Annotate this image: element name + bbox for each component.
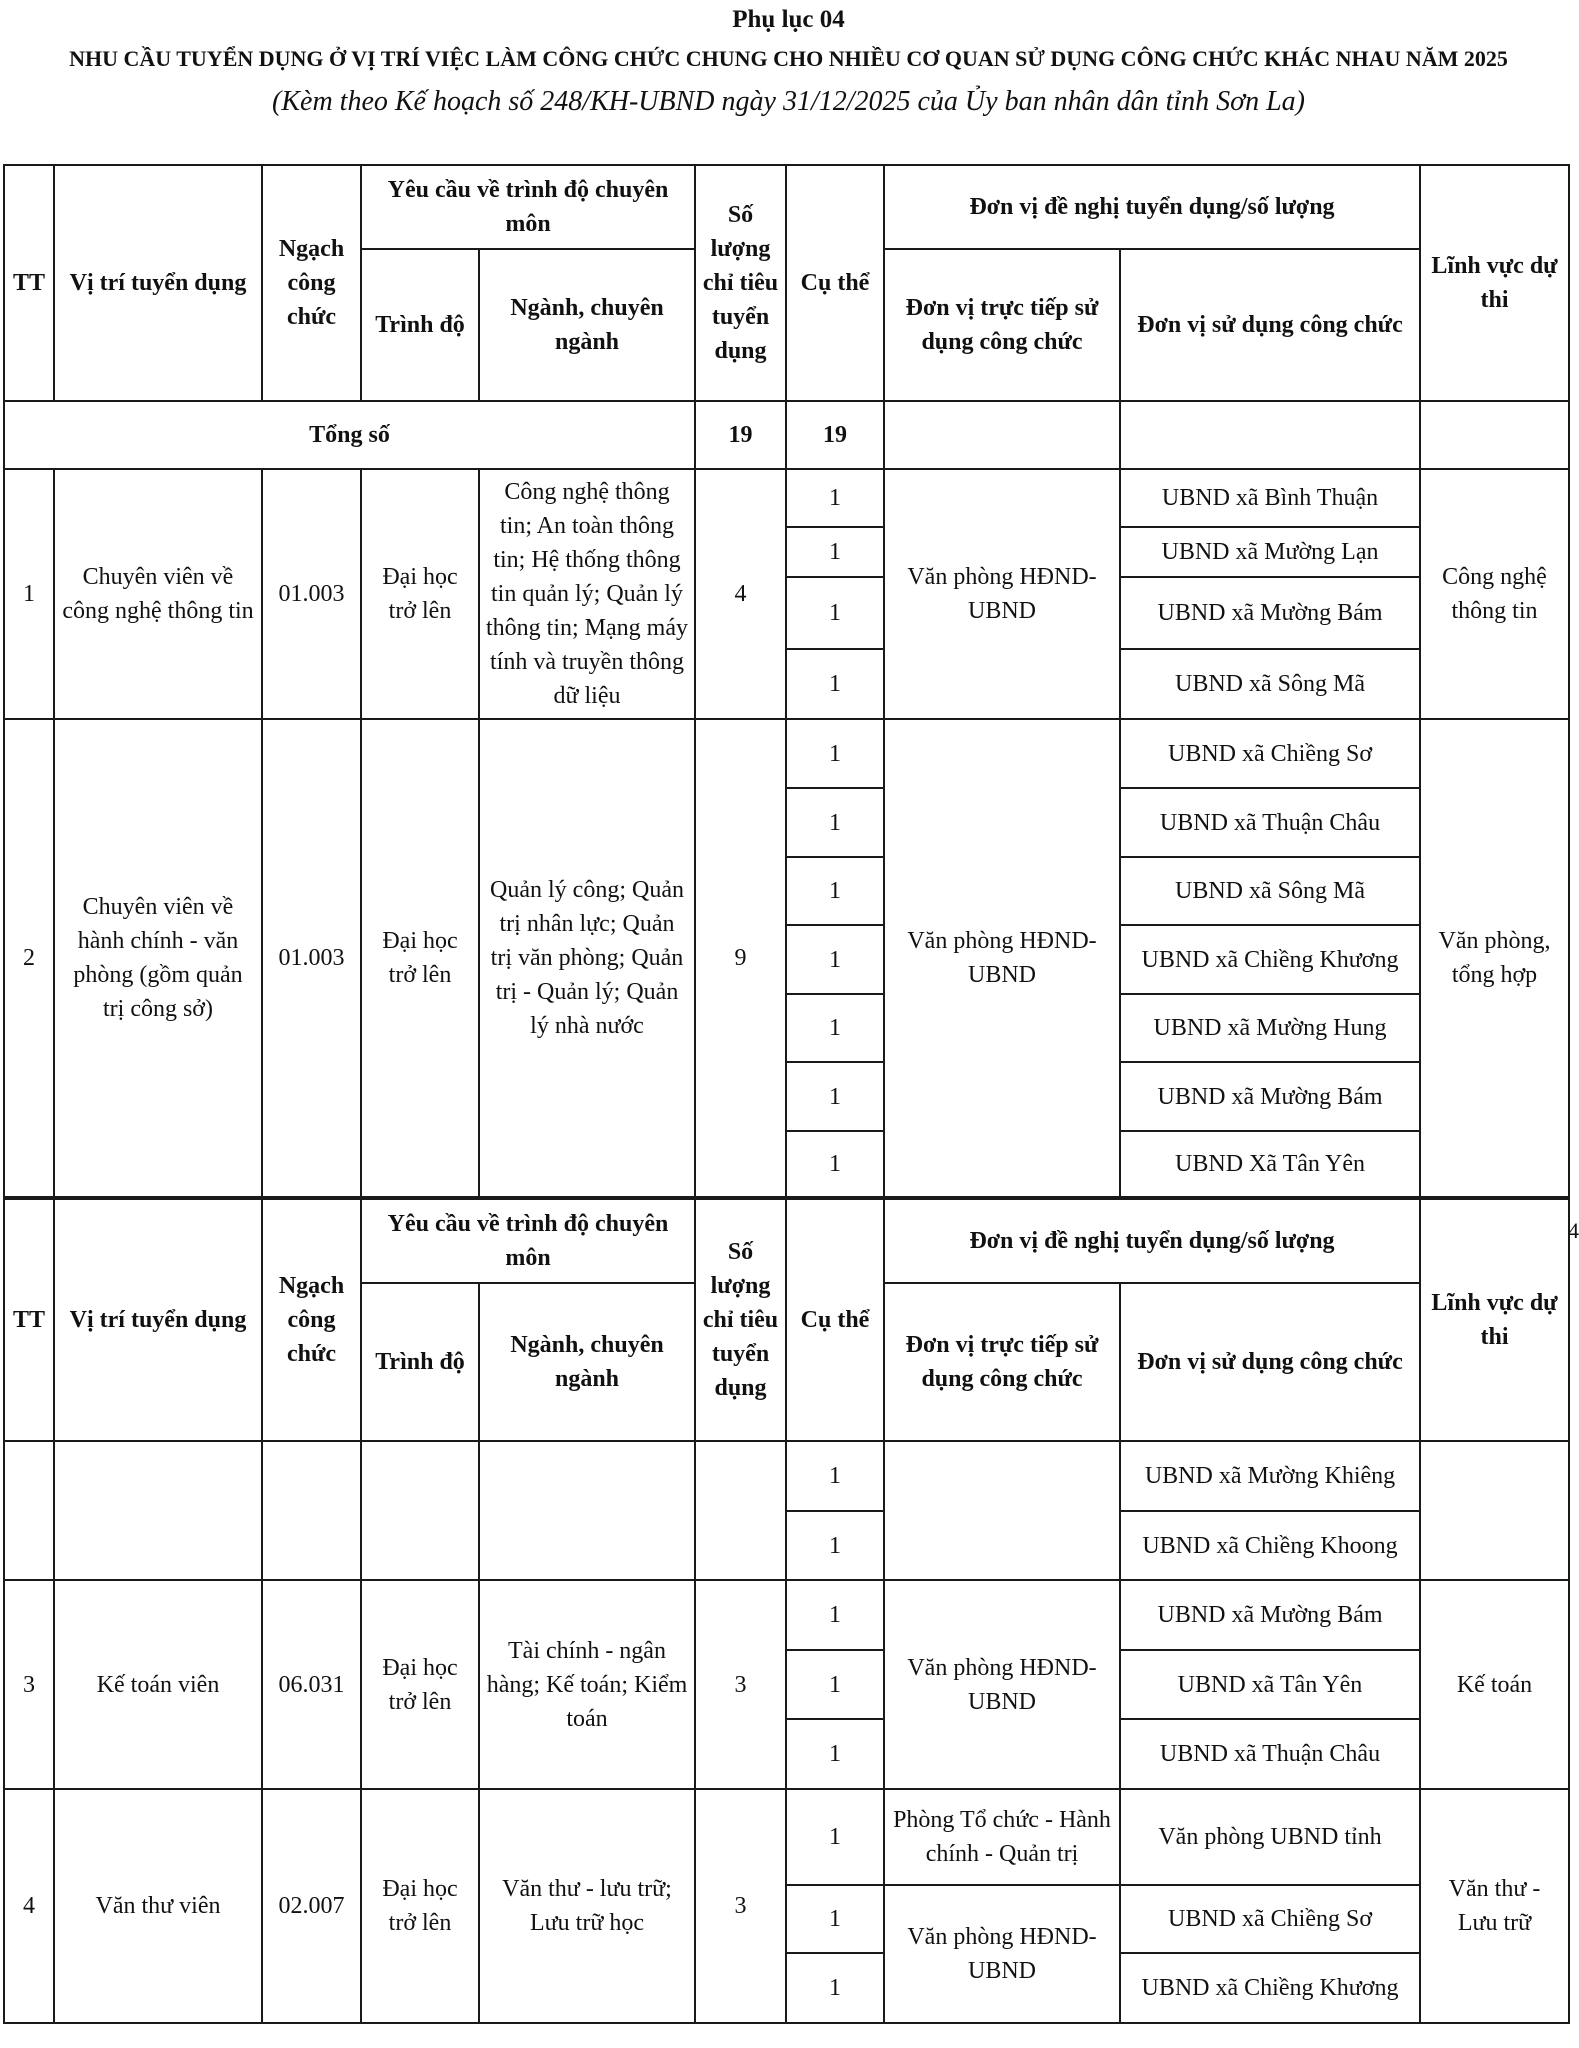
total-row (4, 401, 1569, 469)
header-direct-unit: Đơn vị trực tiếp sử dụng công chức (884, 1283, 1120, 1441)
row-using-unit: UBND xã Tân Yên (1120, 1650, 1420, 1719)
header-tt: TT (4, 165, 54, 401)
row-using-unit: UBND xã Thuận Châu (1120, 788, 1420, 857)
recruitment-table-part-1 (3, 164, 1570, 1198)
row-detail-count: 1 (786, 577, 884, 649)
row-grade (262, 1441, 361, 1580)
document-title: NHU CẦU TUYỂN DỤNG Ở VỊ TRÍ VIỆC LÀM CÔNG CHỨC CHUNG CHO NHIỀU CƠ QUAN SỬ DỤNG CÔNG CHỨC KHÁC NHAU NĂM 2025 (69, 46, 1508, 71)
row-using-unit: UBND xã Sông Mã (1120, 649, 1420, 719)
total-quota: 19 (695, 401, 786, 469)
row-detail-count: 1 (786, 1131, 884, 1197)
row-quota: 9 (695, 719, 786, 1197)
row-major: Quản lý công; Quản trị nhân lực; Quản trị văn phòng; Quản trị - Quản lý; Quản lý nhà nước (479, 719, 695, 1197)
row-grade: 02.007 (262, 1789, 361, 2023)
row-grade: 01.003 (262, 719, 361, 1197)
row-major: Tài chính - ngân hàng; Kế toán; Kiểm toán (479, 1580, 695, 1789)
header-exam-field: Lĩnh vực dự thi (1420, 1199, 1569, 1441)
table-row (4, 719, 1569, 788)
header-qualification-group: Yêu cầu về trình độ chuyên môn (361, 165, 695, 249)
row-exam-field: Công nghệ thông tin (1420, 469, 1569, 719)
total-detail: 19 (786, 401, 884, 469)
row-using-unit: Văn phòng UBND tỉnh (1120, 1789, 1420, 1885)
row-using-unit: UBND xã Mường Bám (1120, 1062, 1420, 1131)
row-detail-count: 1 (786, 1441, 884, 1511)
row-direct-unit: Văn phòng HĐND-UBND (884, 469, 1120, 719)
row-tt (4, 1441, 54, 1580)
row-detail-count: 1 (786, 1580, 884, 1650)
row-detail-count: 1 (786, 1062, 884, 1131)
header-position: Vị trí tuyển dụng (54, 165, 262, 401)
header-exam-field: Lĩnh vực dự thi (1420, 165, 1569, 401)
row-detail-count: 1 (786, 1885, 884, 1953)
row-using-unit: UBND xã Chiềng Sơ (1120, 1885, 1420, 1953)
row-using-unit: UBND xã Mường Lạn (1120, 527, 1420, 577)
row-direct-unit: Phòng Tổ chức - Hành chính - Quản trị (884, 1789, 1120, 1885)
header-detail: Cụ thể (786, 165, 884, 401)
document-subtitle: (Kèm theo Kế hoạch số 248/KH-UBND ngày 31/12/2025 của Ủy ban nhân dân tỉnh Sơn La) (272, 86, 1305, 117)
header-tt: TT (4, 1199, 54, 1441)
table-row (4, 1580, 1569, 1650)
row-quota (695, 1441, 786, 1580)
page-number-mark: 4 (1568, 1218, 1579, 1243)
total-empty-cell (884, 401, 1120, 469)
row-detail-count: 1 (786, 994, 884, 1062)
row-position: Chuyên viên về công nghệ thông tin (54, 469, 262, 719)
table-row-continued (4, 1441, 1569, 1511)
table-row (4, 1789, 1569, 1885)
row-using-unit: UBND xã Chiềng Khoong (1120, 1511, 1420, 1580)
header-major: Ngành, chuyên ngành (479, 1283, 695, 1441)
row-major (479, 1441, 695, 1580)
row-position: Văn thư viên (54, 1789, 262, 2023)
row-level (361, 1441, 479, 1580)
row-level: Đại học trở lên (361, 469, 479, 719)
row-detail-count: 1 (786, 1953, 884, 2023)
row-grade: 06.031 (262, 1580, 361, 1789)
row-tt: 1 (4, 469, 54, 719)
row-direct-unit: Văn phòng HĐND-UBND (884, 719, 1120, 1197)
row-level: Đại học trở lên (361, 1789, 479, 2023)
header-using-unit: Đơn vị sử dụng công chức (1120, 1283, 1420, 1441)
header-using-unit: Đơn vị sử dụng công chức (1120, 249, 1420, 401)
row-quota: 4 (695, 469, 786, 719)
row-using-unit: UBND xã Chiềng Khương (1120, 1953, 1420, 2023)
row-detail-count: 1 (786, 1789, 884, 1885)
header-unit-group: Đơn vị đề nghị tuyển dụng/số lượng (884, 1199, 1420, 1283)
row-using-unit: UBND xã Mường Bám (1120, 1580, 1420, 1650)
row-grade: 01.003 (262, 469, 361, 719)
row-quota: 3 (695, 1580, 786, 1789)
row-detail-count: 1 (786, 527, 884, 577)
recruitment-table-part-2 (3, 1198, 1570, 2024)
appendix-label: Phụ lục 04 (732, 6, 845, 33)
row-direct-unit: Văn phòng HĐND-UBND (884, 1885, 1120, 2023)
row-detail-count: 1 (786, 857, 884, 925)
row-position (54, 1441, 262, 1580)
row-position: Chuyên viên về hành chính - văn phòng (gồm quản trị công sở) (54, 719, 262, 1197)
row-direct-unit: Văn phòng HĐND-UBND (884, 1580, 1120, 1789)
row-direct-unit (884, 1441, 1120, 1580)
row-using-unit: UBND xã Thuận Châu (1120, 1719, 1420, 1789)
row-exam-field: Văn thư - Lưu trữ (1420, 1789, 1569, 2023)
table-row (4, 469, 1569, 527)
row-tt: 4 (4, 1789, 54, 2023)
header-qualification-group: Yêu cầu về trình độ chuyên môn (361, 1199, 695, 1283)
header-level: Trình độ (361, 1283, 479, 1441)
header-position: Vị trí tuyển dụng (54, 1199, 262, 1441)
total-label: Tổng số (4, 401, 695, 469)
row-using-unit: UBND xã Mường Khiêng (1120, 1441, 1420, 1511)
row-using-unit: UBND xã Chiềng Sơ (1120, 719, 1420, 788)
header-detail: Cụ thể (786, 1199, 884, 1441)
header-quota: Số lượng chỉ tiêu tuyển dụng (695, 165, 786, 401)
header-grade: Ngạch công chức (262, 165, 361, 401)
header-major: Ngành, chuyên ngành (479, 249, 695, 401)
row-quota: 3 (695, 1789, 786, 2023)
row-position: Kế toán viên (54, 1580, 262, 1789)
row-detail-count: 1 (786, 649, 884, 719)
header-level: Trình độ (361, 249, 479, 401)
header-quota: Số lượng chỉ tiêu tuyển dụng (695, 1199, 786, 1441)
row-detail-count: 1 (786, 925, 884, 994)
row-exam-field: Văn phòng, tổng hợp (1420, 719, 1569, 1197)
row-detail-count: 1 (786, 1511, 884, 1580)
row-detail-count: 1 (786, 788, 884, 857)
header-unit-group: Đơn vị đề nghị tuyển dụng/số lượng (884, 165, 1420, 249)
row-detail-count: 1 (786, 1719, 884, 1789)
header-direct-unit: Đơn vị trực tiếp sử dụng công chức (884, 249, 1120, 401)
row-tt: 2 (4, 719, 54, 1197)
row-using-unit: UBND xã Bình Thuận (1120, 469, 1420, 527)
row-using-unit: UBND xã Sông Mã (1120, 857, 1420, 925)
row-using-unit: UBND Xã Tân Yên (1120, 1131, 1420, 1197)
row-detail-count: 1 (786, 719, 884, 788)
row-exam-field (1420, 1441, 1569, 1580)
row-detail-count: 1 (786, 469, 884, 527)
row-tt: 3 (4, 1580, 54, 1789)
row-detail-count: 1 (786, 1650, 884, 1719)
header-grade: Ngạch công chức (262, 1199, 361, 1441)
row-using-unit: UBND xã Mường Hung (1120, 994, 1420, 1062)
row-level: Đại học trở lên (361, 1580, 479, 1789)
row-using-unit: UBND xã Chiềng Khương (1120, 925, 1420, 994)
row-major: Công nghệ thông tin; An toàn thông tin; Hệ thống thông tin quản lý; Quản lý thông tin; Mạng máy tính và truyền thông dữ liệu (479, 469, 695, 719)
row-major: Văn thư - lưu trữ; Lưu trữ học (479, 1789, 695, 2023)
row-level: Đại học trở lên (361, 719, 479, 1197)
row-exam-field: Kế toán (1420, 1580, 1569, 1789)
total-empty-cell (1120, 401, 1420, 469)
total-empty-cell (1420, 401, 1569, 469)
row-using-unit: UBND xã Mường Bám (1120, 577, 1420, 649)
